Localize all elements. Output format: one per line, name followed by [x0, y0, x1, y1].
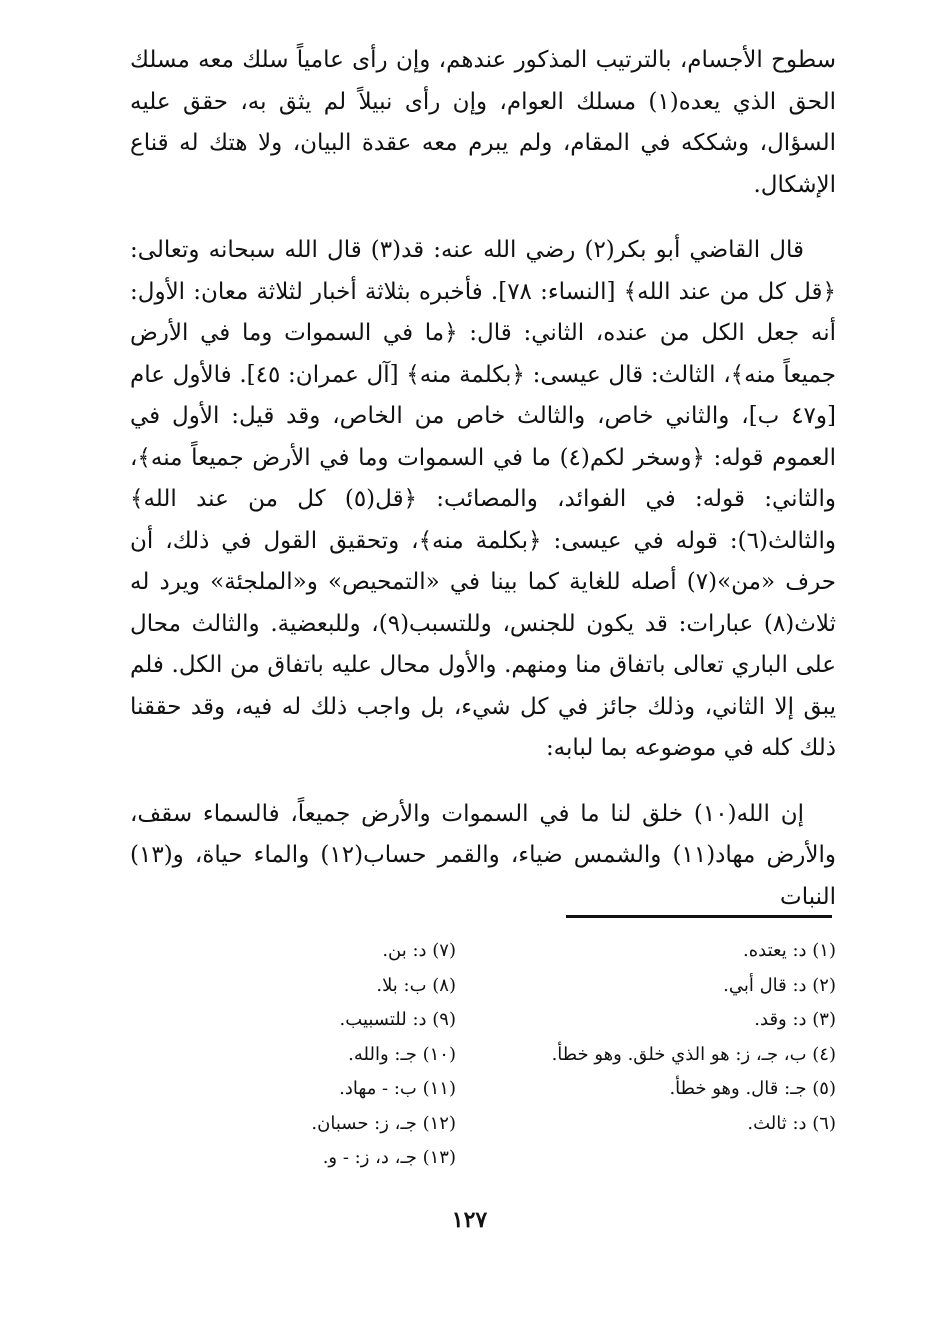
- footnotes-left-column: [200, 934, 456, 1176]
- page-number: ١٢٧: [451, 1207, 488, 1233]
- footnote-11: (١١) ب: - مهاد.: [339, 1078, 456, 1099]
- paragraph-1: سطوح الأجسام، بالترتيب المذكور عندهم، وإن رأى عامياً سلك معه مسلك الحق الذي يعده(١) مسلك العوام، وإن رأى نبيلاً لم يثق به، حقق عليه السؤال، وشككه في المقام، ولم يبرم معه عقدة البيان، ولا هتك له قناع الإشكال.: [130, 47, 836, 198]
- paragraph-3: إن الله(١٠) خلق لنا ما في السموات والأرض جميعاً، فالسماء سقف، والأرض مهاد(١١) والشمس ضياء، والقمر حساب(١٢) والماء حياة، و(١٣) النبات: [130, 800, 836, 910]
- footnote-10: (١٠) جـ: والله.: [348, 1043, 456, 1065]
- footnote-4: (٤) ب، جـ، ز: هو الذي خلق. وهو خطأ.: [551, 1043, 836, 1065]
- footnote-3: (٣) د: وقد.: [754, 1009, 836, 1030]
- main-text: [130, 40, 836, 918]
- footnote-7: (٧) د: بن.: [382, 940, 456, 961]
- footnote-separator: [566, 915, 832, 918]
- footnote-8: (٨) ب: بلا.: [376, 974, 456, 996]
- footnote-6: (٦) د: ثالث.: [747, 1112, 836, 1134]
- footnote-1: (١) د: يعتده.: [743, 940, 836, 961]
- footnote-9: (٩) د: للتسبيب.: [339, 1009, 456, 1030]
- footnote-5: (٥) جـ: قال. وهو خطأ.: [669, 1078, 836, 1099]
- footnote-13: (١٣) جـ، د، ز: - و.: [322, 1147, 456, 1168]
- footnote-12: (١٢) جـ، ز: حسبان.: [311, 1112, 456, 1134]
- footnotes-right-column: [490, 934, 836, 1141]
- footnote-2: (٢) د: قال أبي.: [723, 974, 836, 996]
- paragraph-2: قال القاضي أبو بكر(٢) رضي الله عنه: قد(٣) قال الله سبحانه وتعالى: ﴿قل كل من عند الله﴾ [النساء: ٧٨]. فأخبره بثلاثة أخبار لثلاثة معان: الأول: أنه جعل الكل من عنده، الثاني: قال: ﴿ما في السموات وما في الأرض جميعاً منه﴾، الثالث: قال عيسى: ﴿بكلمة منه﴾ [آل عمران: ٤٥]. فالأول عام [و٤٧ ب]، والثاني خاص، والثالث خاص من الخاص، وقد قيل: الأول في العموم قوله: ﴿وسخر لكم(٤) ما في السموات وما في الأرض جميعاً منه﴾، والثاني: قوله: في الفوائد، والمصائب: ﴿قل(٥) كل من عند الله﴾ والثالث(٦): قوله في عيسى: ﴿بكلمة منه﴾، وتحقيق القول في ذلك، أن حرف «من»(٧) أصله للغاية كما بينا في «التمحيص» و«الملجئة» ويرد له ثلاث(٨) عبارات: قد يكون للجنس، وللتسبب(٩)، وللبعضية. والثالث محال على الباري تعالى باتفاق منا ومنهم. والأول محال عليه باتفاق من الكل. فلم يبق إلا الثاني، وذلك جائز في كل شيء، بل واجب ذلك له فيه، وقد حققنا ذلك كله في موضوعه بما لبابه:: [130, 237, 836, 761]
